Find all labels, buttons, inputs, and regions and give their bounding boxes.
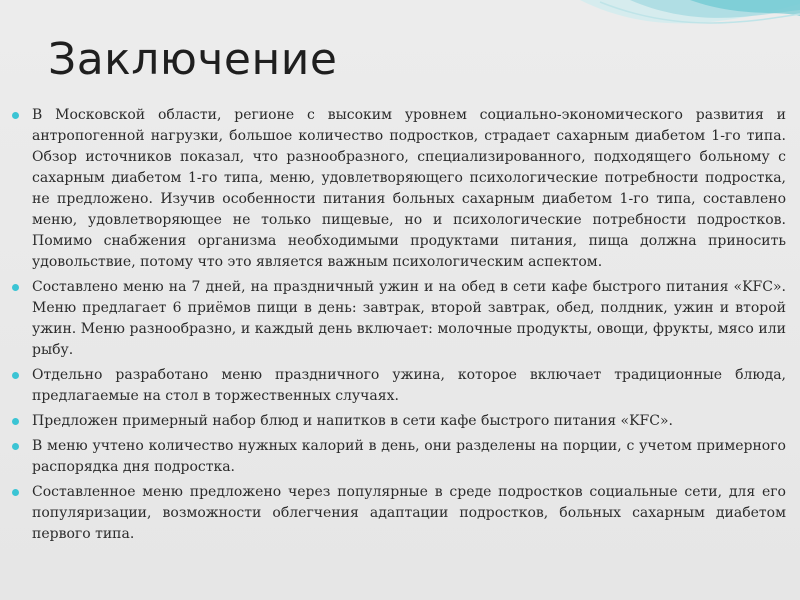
bullet-icon <box>12 372 19 379</box>
list-item <box>6 411 786 432</box>
bullet-text: Предложен примерный набор блюд и напитков в сети кафе быстрого питания «KFC». <box>32 413 673 429</box>
list-item <box>6 277 786 361</box>
bullet-list <box>6 105 786 549</box>
bullet-icon <box>12 489 19 496</box>
bullet-text: Отдельно разработано меню праздничного ужина, которое включает традиционные блюда, предлагаемые на стол в торжественных случаях. <box>32 367 786 404</box>
bullet-text: В Московской области, регионе с высоким уровнем социально-экономического развития и антропогенной нагрузки, большое количество подростков, страдает сахарным диабетом 1-го типа. Обзор источников показал, что разнообразного, специализированного, подходящего больному с сахарным диабетом 1-го типа, меню, удовлетворяющего психологические потребности подростка, не предложено. Изучив особенности питания больных сахарным диабетом 1-го типа, составлено меню, удовлетворяющее не только пищевые, но и психологические потребности подростков. Помимо снабжения организма необходимыми продуктами питания, пища должна приносить удовольствие, потому что это является важным психологическим аспектом. <box>32 107 786 270</box>
bullet-icon <box>12 112 19 119</box>
list-item <box>6 436 786 478</box>
list-item <box>6 105 786 273</box>
bullet-text: Составленное меню предложено через популярные в среде подростков социальные сети, для его популяризации, возможности облегчения адаптации подростков, больных сахарным диабетом первого типа. <box>32 484 786 542</box>
list-item <box>6 482 786 545</box>
bullet-icon <box>12 443 19 450</box>
bullet-icon <box>12 418 19 425</box>
slide-title: Заключение <box>48 34 338 85</box>
bullet-icon <box>12 284 19 291</box>
decorative-swoosh <box>540 0 800 80</box>
bullet-text: Составлено меню на 7 дней, на праздничный ужин и на обед в сети кафе быстрого питания «KFC». Меню предлагает 6 приёмов пищи в день: завтрак, второй завтрак, обед, полдник, ужин и второй ужин. Меню разнообразно, и каждый день включает: молочные продукты, овощи, фрукты, мясо или рыбу. <box>32 279 786 358</box>
bullet-text: В меню учтено количество нужных калорий в день, они разделены на порции, с учетом примерного распорядка дня подростка. <box>32 438 786 475</box>
list-item <box>6 365 786 407</box>
